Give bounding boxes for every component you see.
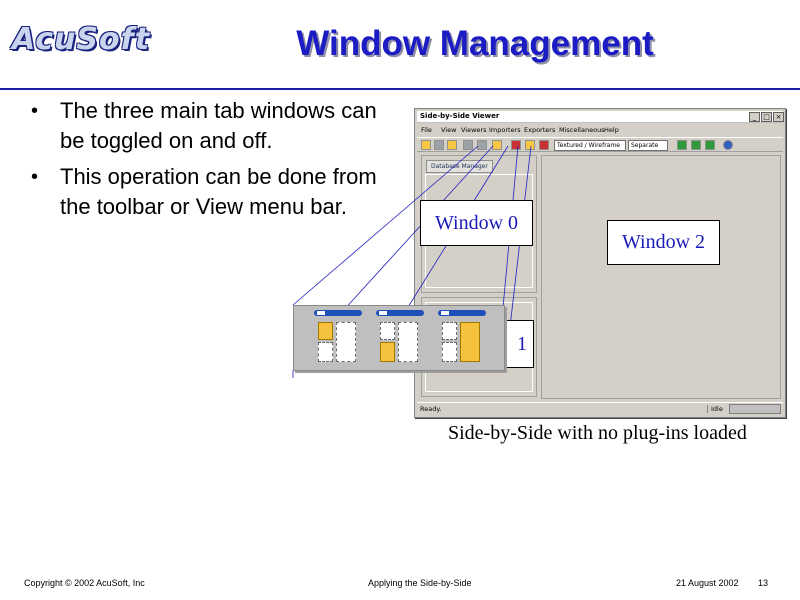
menu-miscellaneous[interactable]: Miscellaneous — [559, 126, 605, 134]
page-number: 13 — [758, 578, 769, 588]
toggle-window-0-icon[interactable] — [312, 310, 364, 366]
pick-icon[interactable] — [525, 140, 535, 150]
slide-title: Window Management — [296, 24, 654, 63]
maximize-button[interactable]: □ — [761, 112, 772, 122]
menu-viewers[interactable]: Viewers — [461, 126, 487, 134]
screenshot-caption: Side-by-Side with no plug-ins loaded — [448, 422, 747, 444]
render-mode-select[interactable]: Textured / Wireframe — [554, 140, 626, 151]
toggle-window-1-icon[interactable] — [477, 140, 487, 150]
window-1-label: 1 — [430, 320, 534, 368]
menu-importers[interactable]: Importers — [489, 126, 521, 134]
export-icon[interactable] — [705, 140, 715, 150]
window-2-label: Window 2 — [607, 220, 720, 265]
menu-file[interactable]: File — [421, 126, 432, 134]
status-text: Ready. — [420, 405, 442, 413]
status-idle: Idle — [707, 405, 723, 413]
toolbar-zoom-callout — [293, 305, 505, 371]
acusoft-logo: AcuSoft — [12, 22, 151, 57]
close-button[interactable]: × — [773, 112, 784, 122]
sync-icon[interactable] — [691, 140, 701, 150]
menu-view[interactable]: View — [441, 126, 457, 134]
tab-database-manager[interactable]: Database Manager — [426, 160, 493, 173]
bullet-item: • The three main tab windows can be toggled on and off. — [31, 98, 377, 153]
window-0-label: Window 0 — [420, 200, 533, 246]
window-titlebar — [417, 111, 783, 123]
open-folder-icon[interactable] — [421, 140, 431, 150]
bullet-item: • This operation can be done from the toolbar or View menu bar. — [31, 164, 377, 219]
toggle-window-2-icon[interactable] — [436, 310, 488, 366]
footer-copyright: Copyright © 2002 AcuSoft, Inc — [24, 578, 145, 588]
menu-help[interactable]: Help — [604, 126, 619, 134]
import-icon[interactable] — [447, 140, 457, 150]
menu-exporters[interactable]: Exporters — [524, 126, 556, 134]
compare-icon[interactable] — [677, 140, 687, 150]
status-bar — [417, 402, 783, 415]
menu-bar — [417, 125, 783, 136]
window-title: Side-by-Side Viewer — [420, 112, 500, 120]
title-divider — [0, 88, 800, 90]
toolbar — [417, 137, 783, 152]
bullet-icon: • — [31, 100, 39, 122]
bullet-icon: • — [31, 166, 39, 188]
toggle-window-1-icon[interactable] — [374, 310, 426, 366]
toggle-window-0-icon[interactable] — [463, 140, 473, 150]
move-icon[interactable] — [511, 140, 521, 150]
bullet-list — [28, 96, 388, 228]
footer-presentation-title: Applying the Side-by-Side — [368, 578, 472, 588]
grid-icon[interactable] — [539, 140, 549, 150]
progress-bar — [729, 404, 781, 414]
window-2-pane — [541, 155, 781, 399]
footer-date: 21 August 2002 — [676, 578, 739, 588]
side-by-side-viewer-window — [414, 108, 786, 418]
help-icon[interactable] — [723, 140, 733, 150]
minimize-button[interactable]: _ — [749, 112, 760, 122]
database-icon[interactable] — [434, 140, 444, 150]
view-mode-select[interactable]: Separate — [628, 140, 668, 151]
toggle-window-2-icon[interactable] — [492, 140, 502, 150]
